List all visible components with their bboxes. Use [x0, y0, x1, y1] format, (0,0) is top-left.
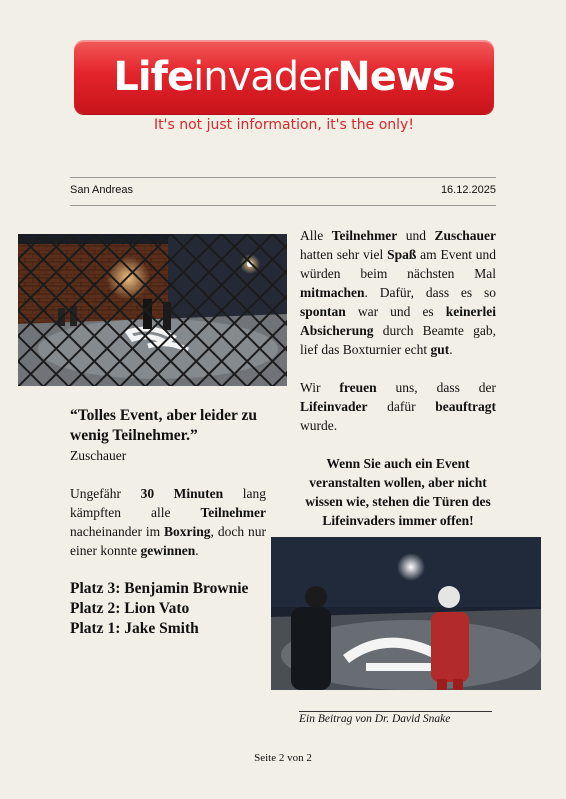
right-paragraph-1: Alle Teilnehmer und Zuschauer hatten sehr viel Spaß am Event und würden beim nächsten Mal mitmachen. Dafür, dass es so spontan war und es keinerlei Absicherung durch Beamte gab, lief das Boxturnier echt gut.	[300, 228, 497, 357]
divider-top	[70, 177, 496, 178]
pull-quote: “Tolles Event, aber leider zu wenig Teilnehmer.”	[70, 407, 258, 444]
call-to-action: Wenn Sie auch ein Event veranstalten wollen, aber nicht wissen wie, stehen die Türen des Lifeinvaders immer offen!	[305, 456, 491, 528]
date: 16.12.2025	[440, 184, 496, 196]
logo-text: LifeinvaderNews	[113, 54, 455, 100]
byline-rule	[299, 711, 492, 712]
right-paragraph-2: Wir freuen uns, dass der Lifeinvader dafür beauftragt wurde.	[300, 380, 496, 433]
location: San Andreas	[70, 184, 133, 196]
byline: Ein Beitrag von Dr. David Snake	[299, 713, 451, 725]
left-column	[70, 406, 266, 639]
divider-meta	[70, 205, 496, 206]
tagline: It's not just information, it's the only!	[154, 117, 414, 133]
result-place-1: Platz 1: Jake Smith	[70, 620, 199, 637]
result-place-2: Platz 2: Lion Vato	[70, 600, 190, 617]
result-place-3: Platz 3: Benjamin Brownie	[70, 580, 249, 597]
quote-source: Zuschauer	[70, 448, 127, 463]
meta-line	[70, 184, 496, 196]
page-number: Seite 2 von 2	[254, 752, 312, 764]
event-photo-ring	[271, 537, 541, 690]
right-column	[300, 226, 496, 530]
results-list	[70, 579, 266, 639]
event-photo-cage	[18, 234, 287, 386]
logo-banner	[74, 40, 494, 114]
left-paragraph: Ungefähr 30 Minuten lang kämpften alle Teilnehmer nacheinander im Boxring, doch nur einer konnte gewinnen.	[70, 486, 266, 558]
